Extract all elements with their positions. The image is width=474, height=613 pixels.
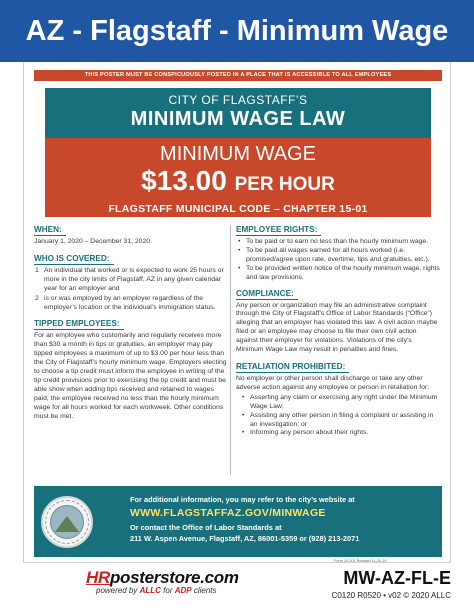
wage-banner [45, 138, 431, 217]
product-code: MW-AZ-FL-E [343, 568, 451, 588]
covered-heading: WHO IS COVERED: [34, 254, 114, 265]
city-seal-icon [41, 496, 93, 548]
column-divider [230, 225, 231, 475]
city-name: CITY OF FLAGSTAFF’S [168, 93, 308, 107]
rights-item: • To be paid all wages earned for all hours worked (i.e. promised/agree upon rate, overtime, tips and gratuities, etc.). [236, 247, 440, 265]
brand-block [86, 568, 239, 595]
when-text: January 1, 2020 – December 31, 2020 [34, 238, 151, 245]
info-line: For additional information, you may refer to the city’s website at [130, 495, 355, 504]
retaliation-item: • Asserting any claim or exercising any right under the Minimum Wage Law; [236, 394, 440, 412]
product-revision: C0120 R0520 • v02 © 2020 ALLC [331, 591, 451, 600]
covered-list [34, 267, 228, 313]
brand-logo: HRposterstore.com [86, 568, 239, 587]
contact-info [130, 494, 430, 544]
contact-line: Or contact the Office of Labor Standards at [130, 523, 282, 532]
tipped-text: For an employee who customarily and regularly receives more than $30 a month in tips or gratuities, an employer may pay tipped employees a maximum of up to $3.00 per hour less than the City of Flagstaff’s hourly minimum wage. Employers electing to choose a tip credit must inform the employee in writing of the tip credit provisions prior to exercising the tip credit and must be able show when adding tips received and retained to wages paid, the employee received no less than the hourly minimum wage for all hours worked for each workweek. Other conditions must be met. [34, 332, 227, 420]
left-column [34, 225, 228, 423]
wage-rate [45, 166, 431, 200]
law-name: MINIMUM WAGE LAW [130, 108, 346, 130]
wage-amount: $13.00 [141, 165, 227, 196]
rights-heading: EMPLOYEE RIGHTS: [236, 225, 321, 236]
brand-tagline: powered by ALLC for ADP clients [96, 586, 217, 595]
rights-list [236, 238, 440, 283]
office-address: 211 W. Aspen Avenue, Flagstaff, AZ, 86001-5359 or (928) 213-2071 [130, 534, 360, 543]
website-link[interactable]: WWW.FLAGSTAFFAZ.GOV/MINWAGE [130, 507, 326, 519]
product-code-block [332, 568, 451, 600]
when-heading: WHEN: [34, 225, 66, 236]
retaliation-text: No employer or other person shall discharge or take any other adverse action against any employee or person in retaliation for: [236, 374, 430, 391]
rights-item: • To be provided written notice of the hourly minimum wage, rights and law provisions. [236, 265, 440, 283]
contact-footer [34, 486, 442, 557]
rights-item: • To be paid or to earn no less than the hourly minimum wage. [236, 238, 440, 247]
retaliation-item: • Assisting any other person in filing a complaint or assisting in an investigation; or [236, 412, 440, 430]
municipal-code: FLAGSTAFF MUNICIPAL CODE – CHAPTER 15-01 [108, 203, 368, 215]
retaliation-list [236, 394, 440, 439]
retaliation-heading: RETALIATION PROHIBITED: [236, 362, 349, 373]
poster-title-bar [0, 0, 474, 62]
poster-body [23, 62, 451, 563]
wage-unit: PER HOUR [234, 174, 335, 195]
tipped-heading: TIPPED EMPLOYEES: [34, 319, 124, 330]
wage-label: MINIMUM WAGE [160, 143, 316, 165]
compliance-text: Any person or organization may file an administrative complaint through the City of Flagstaff’s Office of Labor Standards (“Office”) alleging that an employer has violated this law. A civil action maybe filed or an employee may choose to file their own civil action against their employer for violations. Violations of the city’s Minimum Wage Law may result in penalties and fines. [236, 301, 438, 354]
covered-item: 2 is or was employed by an employer regardless of the employer’s location or the individual’s immigration status. [35, 294, 216, 311]
retaliation-item: • Informing any person about their rights. [236, 429, 440, 438]
right-column [236, 225, 440, 438]
covered-item: 1 An individual that worked or is expected to work 25 hours or more in the city limits of Flagstaff, AZ in any given calendar year for an employer and [35, 266, 224, 292]
posting-notice: THIS POSTER MUST BE CONSPICUOUSLY POSTED IN A PLACE THAT IS ACCESSIBLE TO ALL EMPLOYEES [34, 70, 442, 81]
form-number: Form 15-001 Revised 11-20-19 [334, 559, 387, 563]
compliance-heading: COMPLIANCE: [236, 289, 298, 300]
law-title-banner [45, 88, 431, 138]
poster-title: AZ - Flagstaff - Minimum Wage [25, 14, 449, 47]
